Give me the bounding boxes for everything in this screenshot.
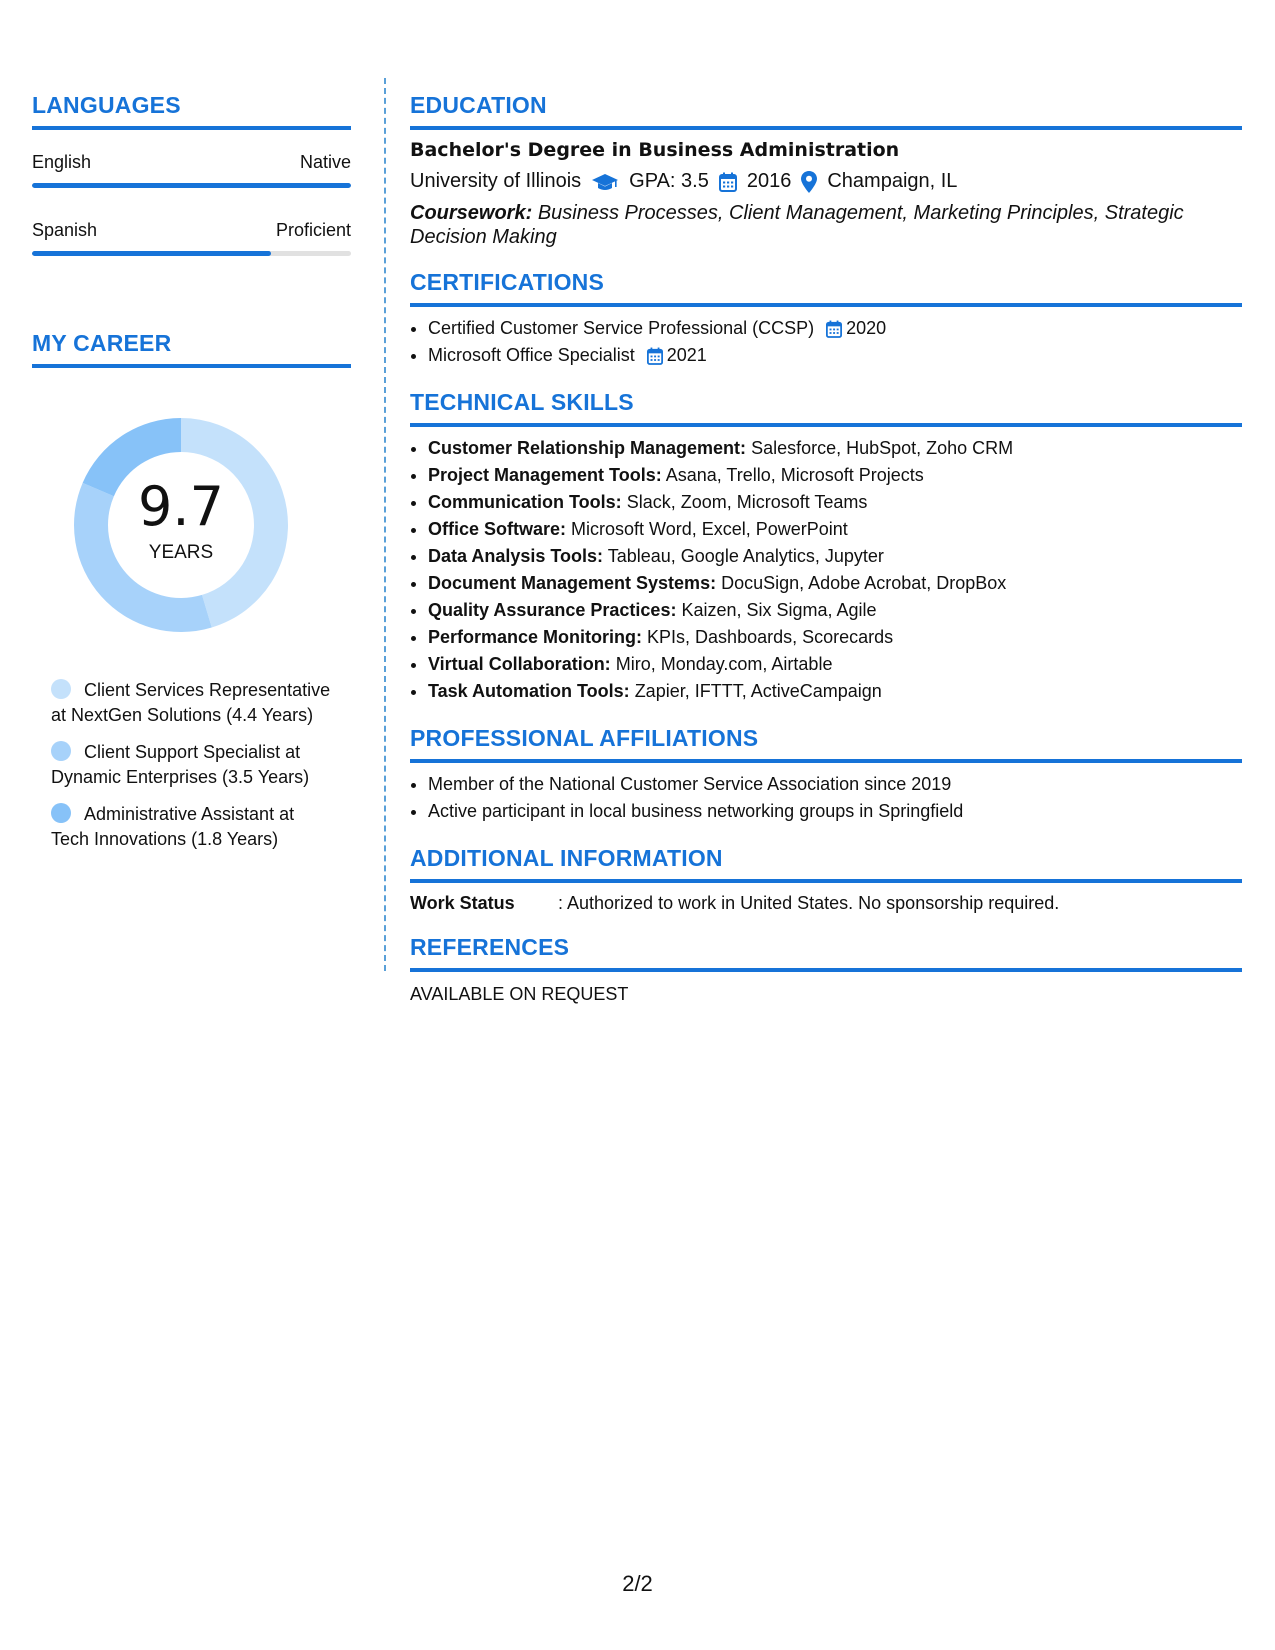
technical-skills-heading: TECHNICAL SKILLS (410, 389, 1242, 427)
affiliations-heading: PROFESSIONAL AFFILIATIONS (410, 725, 1242, 763)
education-year: 2016 (746, 170, 792, 192)
skill-value: Zapier, IFTTT, ActiveCampaign (634, 681, 882, 701)
skill-item (428, 489, 1242, 516)
language-item (32, 220, 351, 256)
right-column (410, 92, 1242, 1005)
column-divider (384, 78, 386, 971)
certifications-list (410, 315, 1242, 369)
affiliation-item: • Member of the National Customer Service Association since 2019 (428, 771, 1242, 798)
skill-label: Document Management Systems: (428, 573, 717, 593)
skill-value: KPIs, Dashboards, Scorecards (647, 627, 894, 647)
skill-value: Slack, Zoom, Microsoft Teams (626, 492, 868, 512)
skill-label: Project Management Tools: (428, 465, 662, 485)
skill-item (428, 516, 1242, 543)
skill-value: Tableau, Google Analytics, Jupyter (607, 546, 884, 566)
skill-label: Customer Relationship Management: (428, 438, 747, 458)
work-status-value: : Authorized to work in United States. No sponsorship required. (558, 893, 1060, 913)
calendar-icon (647, 347, 663, 365)
education-heading: EDUCATION (410, 92, 1242, 130)
skill-label: Task Automation Tools: (428, 681, 630, 701)
legend-label: Client Support Specialist at Dynamic Enterprises (3.5 Years) (51, 742, 310, 787)
technical-skills-section (410, 389, 1242, 705)
location-pin-icon (801, 171, 817, 193)
certification-item (428, 342, 1242, 369)
legend-item (51, 802, 336, 851)
legend-item (51, 740, 336, 789)
left-column (32, 92, 351, 864)
education-location: Champaign, IL (827, 170, 958, 192)
skill-item (428, 570, 1242, 597)
skill-value: Microsoft Word, Excel, PowerPoint (571, 519, 848, 539)
skill-value: DocuSign, Adobe Acrobat, DropBox (721, 573, 1007, 593)
skill-item (428, 597, 1242, 624)
legend-label: Client Services Representative at NextGen Solutions (4.4 Years) (51, 680, 331, 725)
career-total-unit: YEARS (148, 542, 214, 563)
language-proficiency-bar (32, 251, 351, 256)
skill-label: Office Software: (428, 519, 567, 539)
technical-skills-list (410, 435, 1242, 705)
skill-item (428, 543, 1242, 570)
skill-label: Quality Assurance Practices: (428, 600, 677, 620)
legend-label: Administrative Assistant at Tech Innovations (1.8 Years) (51, 804, 295, 849)
references-section (410, 934, 1242, 1005)
affiliations-section (410, 725, 1242, 825)
skill-label: Virtual Collaboration: (428, 654, 611, 674)
legend-dot (51, 803, 71, 823)
language-name: English (32, 152, 92, 172)
skill-item (428, 624, 1242, 651)
graduation-cap-icon (591, 172, 619, 192)
references-heading: REFERENCES (410, 934, 1242, 972)
skill-item (428, 678, 1242, 705)
certification-item (428, 315, 1242, 342)
education-school: University of Illinois (410, 170, 582, 192)
skill-value: Miro, Monday.com, Airtable (615, 654, 833, 674)
education-degree: Bachelor's Degree in Business Administration (410, 139, 900, 161)
certification-year: 2020 (846, 318, 887, 338)
coursework-list: Business Processes, Client Management, Marketing Principles, Strategic Decision Making (410, 202, 1184, 248)
donut-center-label (66, 410, 296, 640)
career-total-years: 9.7 (138, 475, 224, 538)
career-legend (51, 678, 336, 851)
skill-item (428, 651, 1242, 678)
calendar-icon (719, 172, 737, 192)
languages-heading: LANGUAGES (32, 92, 351, 130)
skill-label: Communication Tools: (428, 492, 622, 512)
language-item (32, 152, 351, 188)
career-donut-chart (66, 410, 296, 640)
legend-item (51, 678, 336, 727)
additional-info-heading: ADDITIONAL INFORMATION (410, 845, 1242, 883)
skill-value: Kaizen, Six Sigma, Agile (681, 600, 877, 620)
references-text: AVAILABLE ON REQUEST (410, 984, 629, 1004)
language-level: Proficient (275, 220, 351, 240)
education-details (410, 170, 1242, 193)
skill-item (428, 462, 1242, 489)
skill-label: Data Analysis Tools: (428, 546, 604, 566)
page-number: 2/2 (622, 1571, 653, 1596)
language-name: Spanish (32, 220, 98, 240)
language-proficiency-fill (32, 251, 271, 256)
education-gpa: GPA: 3.5 (629, 170, 709, 192)
work-status-row (410, 893, 1242, 914)
education-coursework (410, 201, 1242, 249)
affiliations-list (410, 771, 1242, 825)
affiliation-item: • Active participant in local business networking groups in Springfield (428, 798, 1242, 825)
language-level: Native (299, 152, 351, 172)
skill-value: Salesforce, HubSpot, Zoho CRM (751, 438, 1014, 458)
certification-name: • Microsoft Office Specialist (428, 345, 635, 365)
skill-item (428, 435, 1242, 462)
certifications-section (410, 269, 1242, 369)
certifications-heading: CERTIFICATIONS (410, 269, 1242, 307)
certification-name: • Certified Customer Service Professional (CCSP) (428, 318, 815, 338)
legend-dot (51, 679, 71, 699)
calendar-icon (826, 320, 842, 338)
coursework-label: Coursework: (410, 202, 533, 224)
skill-label: Performance Monitoring: (428, 627, 643, 647)
skill-value: Asana, Trello, Microsoft Projects (665, 465, 924, 485)
language-proficiency-fill (32, 183, 351, 188)
legend-dot (51, 741, 71, 761)
work-status-label: Work Status (410, 893, 515, 913)
language-proficiency-bar (32, 183, 351, 188)
career-heading: MY CAREER (32, 330, 351, 368)
certification-year: 2021 (666, 345, 707, 365)
additional-info-section (410, 845, 1242, 914)
